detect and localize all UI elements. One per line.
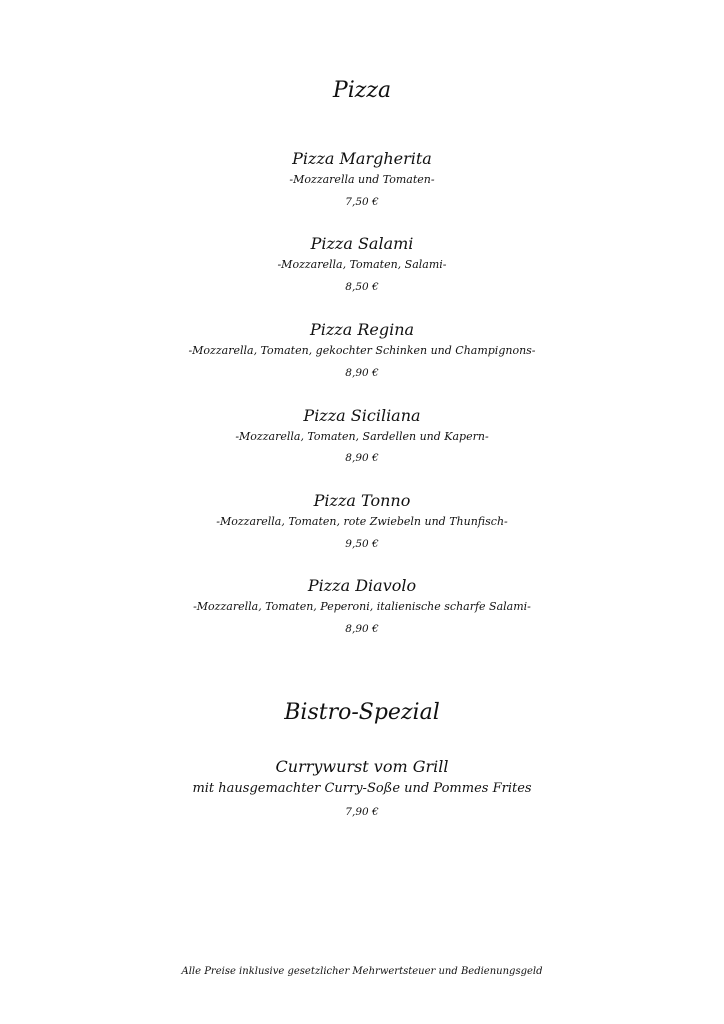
item-name: Currywurst vom Grill bbox=[275, 757, 449, 776]
item-name: Pizza Tonno bbox=[313, 491, 411, 510]
item-description: -Mozzarella, Tomaten, gekochter Schinken und Champignons- bbox=[188, 344, 536, 357]
item-name: Pizza Siciliana bbox=[303, 406, 421, 425]
item-price: 9,50 € bbox=[345, 538, 379, 550]
item-price: 8,50 € bbox=[345, 281, 379, 293]
item-price: 7,90 € bbox=[345, 806, 379, 818]
item-description: -Mozzarella, Tomaten, Salami- bbox=[277, 258, 447, 271]
footer-note: Alle Preise inklusive gesetzlicher Mehrwertsteuer und Bedienungsgeld bbox=[181, 966, 543, 977]
item-description: mit hausgemachter Curry-Soße und Pommes Frites bbox=[192, 781, 532, 796]
item-description: -Mozzarella, Tomaten, Sardellen und Kapern- bbox=[235, 430, 489, 443]
item-price: 8,90 € bbox=[345, 367, 379, 379]
item-price: 8,90 € bbox=[345, 452, 379, 464]
section-title-bistro-spezial: Bistro-Spezial bbox=[284, 700, 440, 725]
item-name: Pizza Margherita bbox=[292, 149, 432, 168]
section-title-pizza: Pizza bbox=[332, 78, 392, 103]
item-description: -Mozzarella und Tomaten- bbox=[289, 173, 435, 186]
item-price: 7,50 € bbox=[345, 196, 379, 208]
item-price: 8,90 € bbox=[345, 623, 379, 635]
item-description: -Mozzarella, Tomaten, Peperoni, italienische scharfe Salami- bbox=[193, 600, 531, 613]
item-name: Pizza Salami bbox=[310, 234, 414, 253]
item-name: Pizza Diavolo bbox=[307, 576, 417, 595]
item-name: Pizza Regina bbox=[309, 320, 415, 339]
item-description: -Mozzarella, Tomaten, rote Zwiebeln und Thunfisch- bbox=[216, 515, 508, 528]
